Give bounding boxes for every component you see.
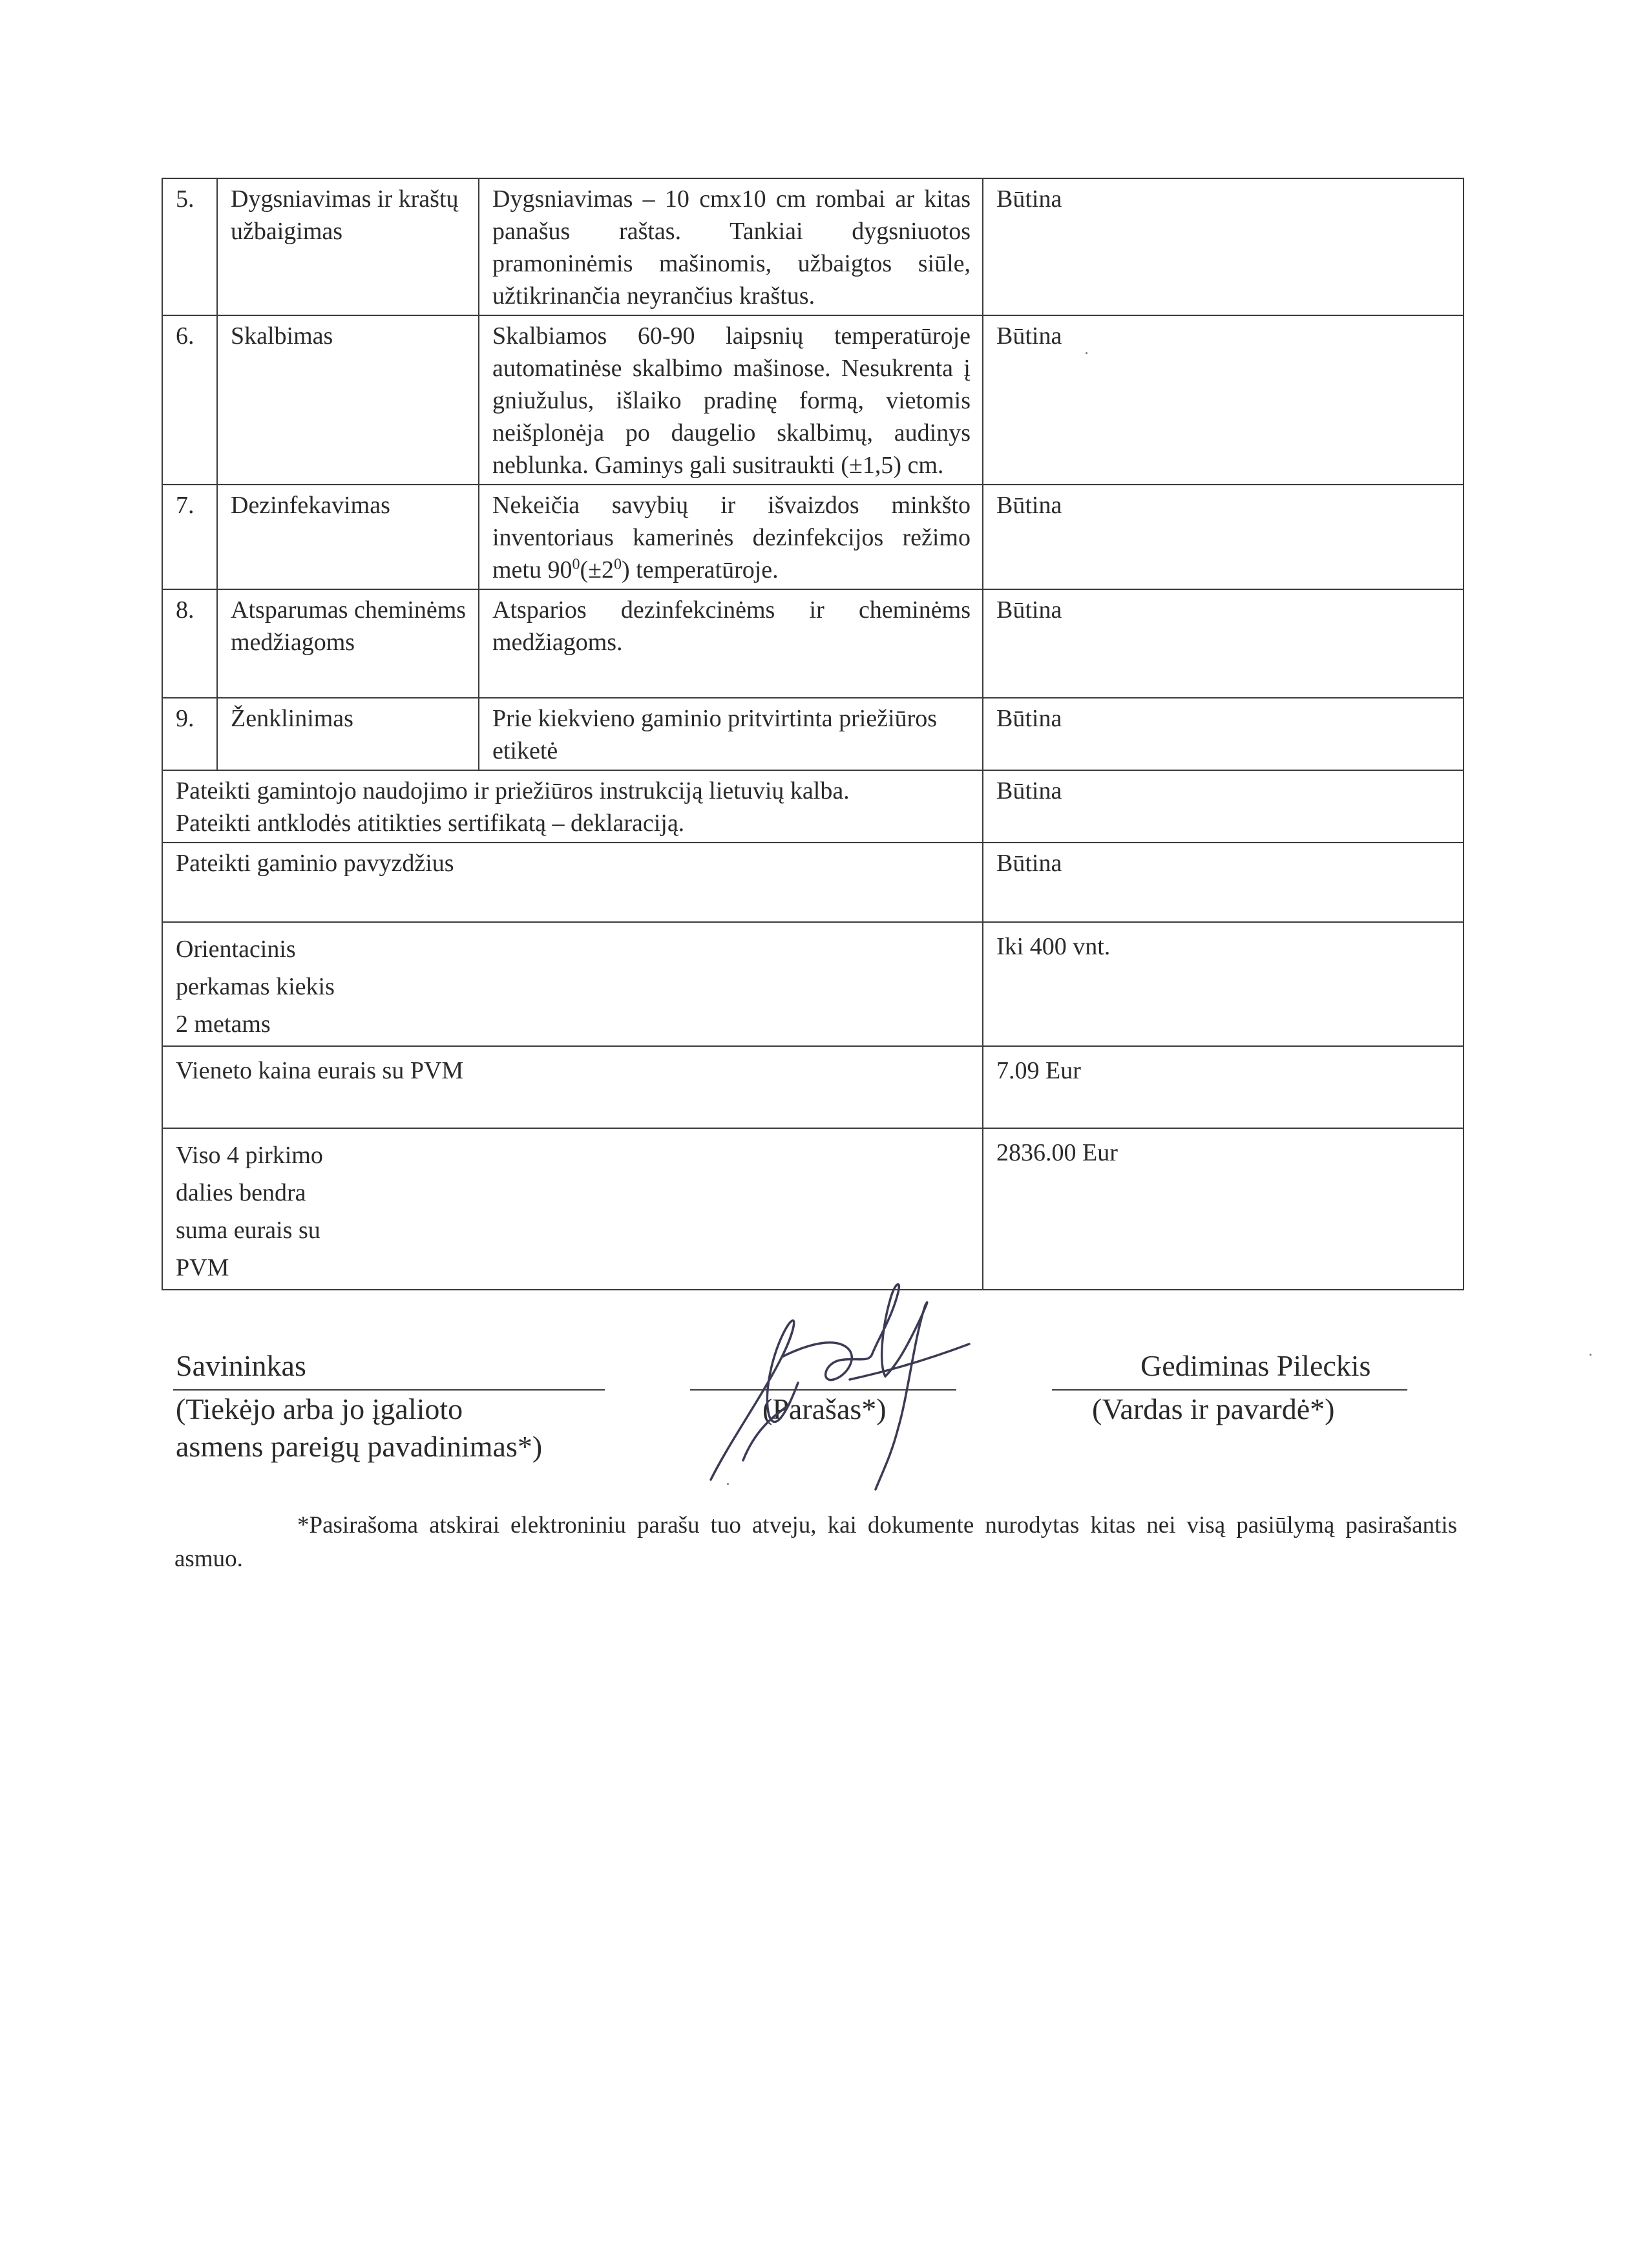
summary-label: Viso 4 pirkimo dalies bendra suma eurais su PVM: [162, 1128, 983, 1290]
requirements-table: [162, 178, 1464, 1290]
description-text: ) temperatūroje.: [622, 556, 779, 583]
table-row: [162, 698, 1464, 770]
scan-speck: [727, 1483, 729, 1485]
row-number: 9.: [162, 698, 217, 770]
summary-label: Vieneto kaina eurais su PVM: [162, 1046, 983, 1128]
table-row: [162, 315, 1464, 485]
requirement-status: Būtina: [983, 770, 1464, 843]
degree-superscript: 0: [572, 556, 580, 573]
table-row: [162, 485, 1464, 589]
requirement-name: Dygsniavimas ir kraštų užbaigimas: [217, 178, 479, 315]
table-row: [162, 178, 1464, 315]
requirement-description: Prie kiekvieno gaminio pritvirtinta priežiūros etiketė: [479, 698, 983, 770]
position-value: Savininkas: [176, 1349, 306, 1382]
instruction-cell: [162, 770, 983, 843]
summary-value: 2836.00 Eur: [983, 1128, 1464, 1290]
requirement-description: [479, 485, 983, 589]
degree-superscript: 0: [614, 556, 622, 573]
requirement-name: Skalbimas: [217, 315, 479, 485]
scan-speck: [1590, 1354, 1591, 1356]
description-text: Nekeičia savybių ir išvaizdos minkšto inventoriaus kamerinės dezinfekcijos režimo metu 90: [492, 492, 971, 583]
table-row: [162, 922, 1464, 1046]
requirement-status: Būtina: [983, 485, 1464, 589]
signature-caption: (Parašas*): [762, 1392, 887, 1425]
handwritten-signature-icon: [685, 1266, 995, 1499]
row-number: 7.: [162, 485, 217, 589]
instruction-line: Pateikti gamintojo naudojimo ir priežiūros instrukciją lietuvių kalba.: [176, 777, 850, 804]
position-caption-line2: asmens pareigų pavadinimas*): [176, 1430, 543, 1463]
table-row: [162, 843, 1464, 922]
summary-value: 7.09 Eur: [983, 1046, 1464, 1128]
requirement-name: Atsparumas cheminėms medžiagoms: [217, 589, 479, 698]
requirement-status: Būtina: [983, 178, 1464, 315]
requirement-status: Būtina: [983, 698, 1464, 770]
requirement-status: Būtina: [983, 589, 1464, 698]
requirement-status: Būtina: [983, 315, 1464, 485]
position-underline: [173, 1389, 605, 1391]
requirement-name: Dezinfekavimas: [217, 485, 479, 589]
footnote: *Pasirašoma atskirai elektroniniu parašu tuo atveju, kai dokumente nurodytas kitas nei visą pasiūlymą pasirašantis asmuo.: [174, 1512, 1457, 1572]
summary-value: Iki 400 vnt.: [983, 922, 1464, 1046]
position-caption-line1: (Tiekėjo arba jo įgalioto: [176, 1392, 463, 1425]
name-underline: [1052, 1389, 1407, 1391]
summary-label: Orientacinis perkamas kiekis 2 metams: [162, 922, 983, 1046]
table-row: [162, 770, 1464, 843]
requirement-description: Skalbiamos 60-90 laipsnių temperatūroje automatinėse skalbimo mašinose. Nesukrenta į gniužulus, išlaiko pradinę formą, vietomis neišplonėja po daugelio skalbimų, audinys neblunka. Gaminys gali susitraukti (±1,5) cm.: [479, 315, 983, 485]
requirement-name: Ženklinimas: [217, 698, 479, 770]
requirement-status: Būtina: [983, 843, 1464, 922]
row-number: 5.: [162, 178, 217, 315]
name-value: Gediminas Pileckis: [1140, 1349, 1371, 1382]
table-row: [162, 1046, 1464, 1128]
instruction-cell: Pateikti gaminio pavyzdžius: [162, 843, 983, 922]
requirement-description: Atsparios dezinfekcinėms ir cheminėms medžiagoms.: [479, 589, 983, 698]
table-row: [162, 1128, 1464, 1290]
name-caption: (Vardas ir pavardė*): [1092, 1392, 1335, 1425]
row-number: 8.: [162, 589, 217, 698]
table-row: [162, 589, 1464, 698]
instruction-line: Pateikti antklodės atitikties sertifikatą – deklaraciją.: [176, 810, 685, 837]
requirement-description: Dygsniavimas – 10 cmx10 cm rombai ar kitas panašus raštas. Tankiai dygsniuotos pramoninėmis mašinomis, užbaigtos siūle, užtikrinančia neyrančius kraštus.: [479, 178, 983, 315]
row-number: 6.: [162, 315, 217, 485]
description-text: (±2: [580, 556, 614, 583]
scan-speck: [1086, 352, 1087, 354]
